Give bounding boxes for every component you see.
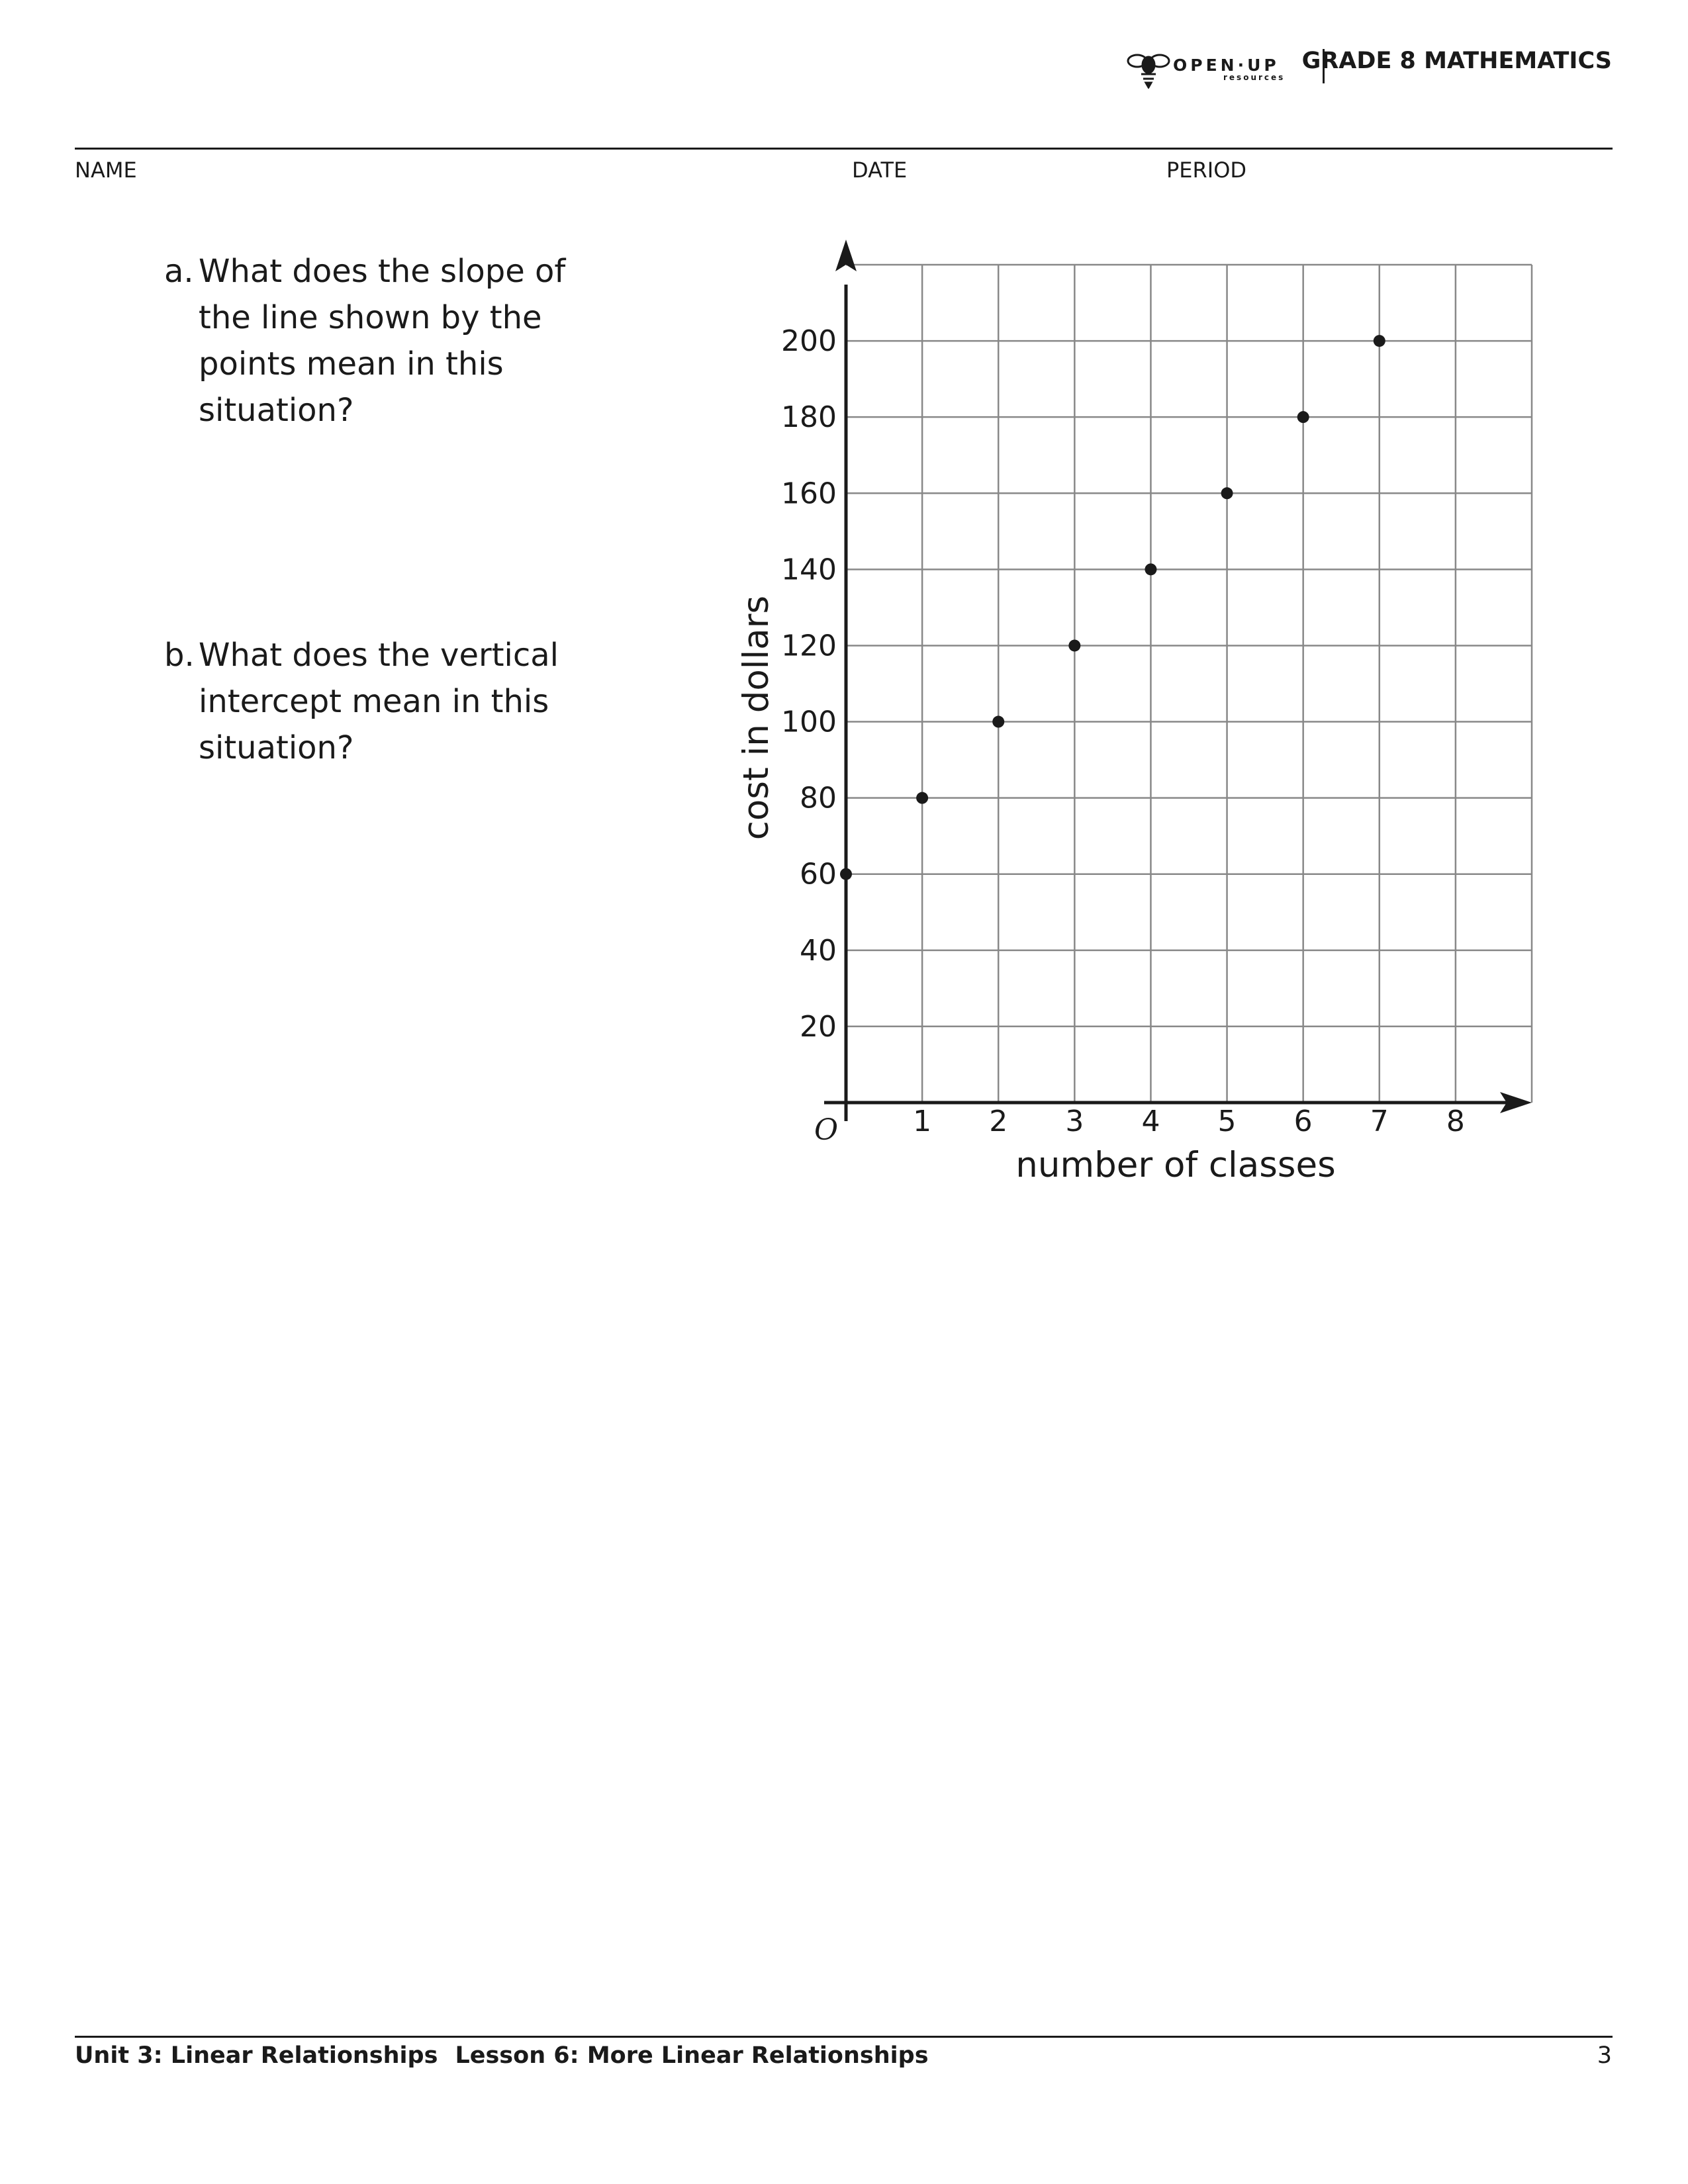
question-b-letter: b. — [164, 637, 195, 674]
question-b — [164, 632, 641, 784]
question-a — [164, 248, 641, 429]
x-tick-label: 1 — [913, 1105, 932, 1138]
y-tick-label: 20 — [800, 1009, 837, 1044]
y-tick-label: 100 — [781, 705, 837, 739]
grade-title: GRADE 8 MATHEMATICS — [1301, 48, 1612, 74]
grid-lines — [846, 265, 1532, 1103]
y-tick-label: 80 — [800, 781, 837, 815]
name-label: NAME — [75, 158, 137, 183]
question-a-letter: a. — [164, 253, 194, 290]
footer-text — [75, 2042, 929, 2069]
axes — [824, 240, 1532, 1121]
top-rule — [75, 148, 1613, 150]
footer-lesson: Lesson 6: More Linear Relationships — [455, 2042, 929, 2069]
data-point — [1068, 639, 1080, 651]
y-tick-label: 180 — [781, 400, 837, 435]
y-axis-label: cost in dollars — [736, 595, 776, 841]
page-number: 3 — [1597, 2042, 1612, 2069]
footer-unit: Unit 3: Linear Relationships — [75, 2042, 438, 2069]
period-label: PERIOD — [1166, 158, 1247, 183]
cost-vs-classes-chart — [728, 238, 1556, 1205]
y-tick-label: 40 — [800, 933, 837, 968]
logo-subtext: resources — [1223, 73, 1286, 82]
y-tick-label: 160 — [781, 477, 837, 511]
question-b-text: What does the vertical intercept mean in this situation? — [199, 637, 559, 766]
data-point — [1145, 563, 1156, 575]
bottom-rule — [75, 2036, 1613, 2038]
x-tick-label: 3 — [1065, 1105, 1084, 1138]
data-point — [1297, 411, 1309, 423]
y-axis-arrow-icon — [835, 240, 857, 271]
origin-label: O — [814, 1113, 839, 1147]
x-tick-label: 6 — [1293, 1105, 1313, 1138]
y-tick-label: 120 — [781, 629, 837, 663]
logo-text: OPEN·UP — [1173, 56, 1280, 75]
x-tick-label: 8 — [1446, 1105, 1465, 1138]
data-point — [840, 868, 852, 880]
y-tick-label: 140 — [781, 553, 837, 587]
data-point — [1374, 335, 1385, 347]
data-point — [992, 716, 1004, 728]
x-tick-label: 7 — [1370, 1105, 1389, 1138]
tick-labels — [781, 324, 1465, 1138]
x-tick-label: 5 — [1217, 1105, 1237, 1138]
data-point — [1221, 487, 1233, 499]
question-a-text: What does the slope of the line shown by the points mean in this situation? — [199, 253, 566, 429]
x-tick-label: 2 — [989, 1105, 1008, 1138]
x-tick-label: 4 — [1141, 1105, 1160, 1138]
date-label: DATE — [852, 158, 908, 183]
x-axis-label: number of classes — [1015, 1145, 1336, 1185]
y-tick-label: 200 — [781, 324, 837, 359]
y-tick-label: 60 — [800, 857, 837, 891]
data-point — [916, 792, 928, 804]
bee-icon — [1128, 55, 1169, 87]
